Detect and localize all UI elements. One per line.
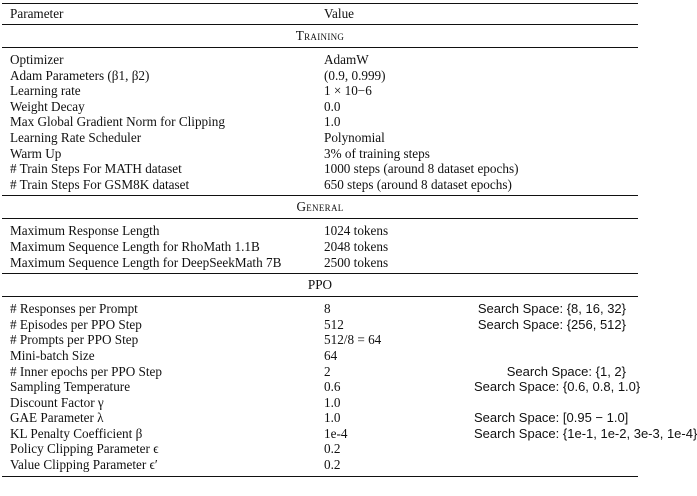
header-row bbox=[2, 4, 638, 24]
search-space-cell: Search Space: {8, 16, 32} bbox=[477, 301, 626, 317]
section-title-text: Training bbox=[295, 28, 345, 43]
value-cell: 1024 tokens bbox=[324, 223, 389, 239]
value-cell: 0.2 bbox=[324, 441, 341, 457]
search-space-cell: Search Space: {0.6, 0.8, 1.0} bbox=[474, 379, 641, 395]
param-cell: Learning rate bbox=[10, 83, 81, 99]
param-cell: # Train Steps For GSM8K dataset bbox=[10, 176, 190, 192]
table-row bbox=[2, 425, 697, 442]
bottom-rule bbox=[2, 476, 638, 477]
value-cell: 3% of training steps bbox=[324, 145, 430, 161]
value-cell: 1.0 bbox=[324, 410, 341, 426]
table-row bbox=[2, 457, 638, 473]
section-title bbox=[2, 274, 638, 296]
table-row bbox=[2, 99, 638, 115]
header-value: Value bbox=[324, 6, 355, 21]
table-row bbox=[2, 52, 638, 68]
value-cell: 512/8 = 64 bbox=[324, 332, 382, 348]
table-row bbox=[2, 239, 638, 255]
param-cell: Adam Parameters (β1, β2) bbox=[10, 67, 150, 83]
value-cell: 2048 tokens bbox=[324, 238, 389, 254]
param-cell: # Train Steps For MATH dataset bbox=[10, 161, 182, 177]
table-row bbox=[2, 255, 638, 271]
value-cell: 650 steps (around 8 dataset epochs) bbox=[324, 176, 512, 192]
param-cell: Maximum Sequence Length for DeepSeekMath 7B bbox=[10, 254, 282, 270]
param-cell: Discount Factor γ bbox=[10, 394, 104, 410]
param-cell: GAE Parameter λ bbox=[10, 410, 104, 426]
section-title-text: PPO bbox=[307, 277, 333, 293]
table-row bbox=[2, 161, 638, 177]
search-space-cell: Search Space: {256, 512} bbox=[477, 316, 626, 332]
table-row bbox=[2, 177, 638, 193]
section-title bbox=[2, 196, 638, 218]
value-cell: 0.2 bbox=[324, 457, 341, 473]
param-cell: Value Clipping Parameter ϵ′ bbox=[10, 457, 158, 473]
value-cell: 0.6 bbox=[324, 379, 341, 395]
table-row bbox=[2, 348, 638, 364]
param-cell: Optimizer bbox=[10, 52, 64, 67]
value-cell: 8 bbox=[324, 301, 331, 317]
param-cell: KL Penalty Coefficient β bbox=[10, 425, 143, 441]
param-cell: Policy Clipping Parameter ϵ bbox=[10, 441, 159, 457]
hyperparameter-table bbox=[2, 3, 697, 477]
table-row bbox=[2, 441, 638, 457]
param-cell: Weight Decay bbox=[10, 98, 85, 114]
param-cell: # Episodes per PPO Step bbox=[10, 316, 142, 332]
search-space-cell: Search Space: {1, 2} bbox=[506, 363, 626, 379]
table-row bbox=[2, 364, 638, 380]
table-row bbox=[2, 130, 638, 146]
param-cell: # Responses per Prompt bbox=[10, 301, 138, 317]
value-cell: 2 bbox=[324, 363, 331, 379]
value-cell: AdamW bbox=[324, 52, 369, 67]
section-title bbox=[2, 25, 638, 47]
table-row bbox=[2, 301, 638, 317]
value-cell: (0.9, 0.999) bbox=[324, 67, 386, 83]
table-row bbox=[2, 114, 638, 130]
table-row bbox=[2, 68, 638, 84]
table-row bbox=[2, 83, 638, 99]
table-row bbox=[2, 395, 638, 411]
value-cell: 1e-4 bbox=[324, 425, 348, 441]
param-cell: # Prompts per PPO Step bbox=[10, 332, 139, 348]
table-row bbox=[2, 317, 638, 333]
table-row bbox=[2, 332, 638, 348]
value-cell: 512 bbox=[324, 316, 344, 332]
value-cell: 64 bbox=[324, 347, 338, 363]
header-param: Parameter bbox=[10, 6, 64, 21]
section-title-text: General bbox=[296, 199, 344, 215]
param-cell: Maximum Response Length bbox=[10, 223, 160, 239]
table-row bbox=[2, 410, 638, 426]
param-cell: Maximum Sequence Length for RhoMath 1.1B bbox=[10, 238, 260, 254]
value-cell: 2500 tokens bbox=[324, 254, 389, 270]
param-cell: Warm Up bbox=[10, 145, 62, 161]
value-cell: 1.0 bbox=[324, 394, 341, 410]
table-row bbox=[2, 223, 638, 239]
search-space-cell: Search Space: {1e-1, 1e-2, 3e-3, 1e-4} bbox=[474, 425, 697, 441]
value-cell: 1 × 10−6 bbox=[324, 83, 372, 99]
table-row bbox=[2, 379, 641, 395]
param-cell: Learning Rate Scheduler bbox=[10, 129, 142, 145]
param-cell: Mini-batch Size bbox=[10, 347, 95, 363]
table-body bbox=[2, 25, 697, 476]
table-row bbox=[2, 146, 638, 162]
param-cell: Sampling Temperature bbox=[10, 379, 131, 395]
value-cell: 1000 steps (around 8 dataset epochs) bbox=[324, 161, 519, 177]
search-space-cell: Search Space: [0.95 − 1.0] bbox=[474, 410, 629, 426]
value-cell: 0.0 bbox=[324, 98, 341, 114]
param-cell: Max Global Gradient Norm for Clipping bbox=[10, 114, 225, 130]
value-cell: 1.0 bbox=[324, 114, 341, 130]
value-cell: Polynomial bbox=[324, 129, 385, 145]
param-cell: # Inner epochs per PPO Step bbox=[10, 363, 162, 379]
